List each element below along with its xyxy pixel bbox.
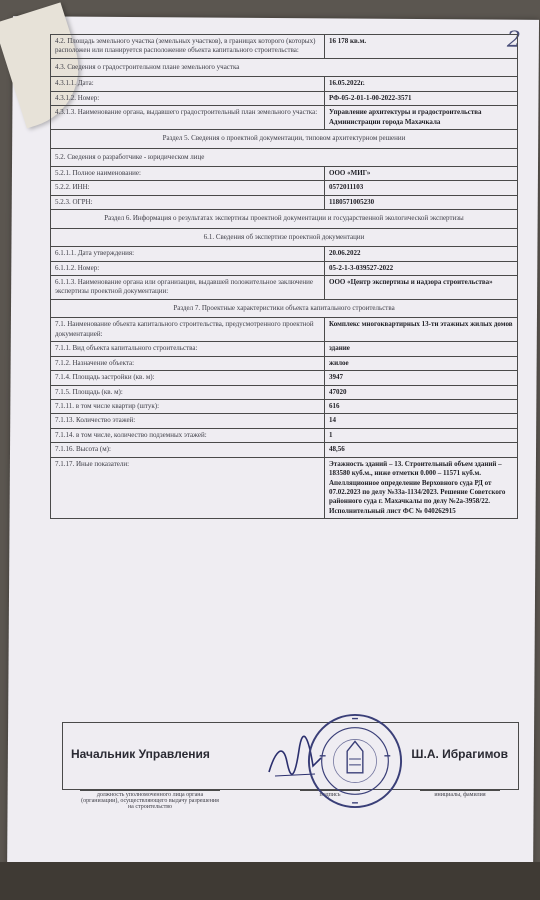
signature-caption: подпись <box>319 792 341 798</box>
table-row <box>51 457 518 519</box>
field-value: 47020 <box>325 385 518 399</box>
section-title: Раздел 7. Проектные характеристики объекта капитального строительства <box>51 299 518 317</box>
table-row <box>51 371 518 385</box>
field-value: 20.06.2022 <box>325 247 518 261</box>
table-row <box>51 342 518 356</box>
heading-row <box>51 148 518 166</box>
field-value: Комплекс многоквартирных 13-ти этажных жилых домов <box>325 318 518 342</box>
field-value: 05-2-1-3-039527-2022 <box>325 261 518 275</box>
table-row <box>51 91 518 105</box>
field-label: 7.1.2. Назначение объекта: <box>51 356 325 370</box>
field-label: 4.3.1.2. Номер: <box>51 91 325 105</box>
table-row <box>51 195 518 209</box>
table-row <box>51 385 518 399</box>
heading-row <box>51 58 518 76</box>
section-row <box>51 228 518 246</box>
table-row <box>51 106 518 130</box>
field-label: 6.1.1.1. Дата утверждения: <box>51 247 325 261</box>
section-title: Раздел 5. Сведения о проектной документации, типовом архитектурном решении <box>51 130 518 148</box>
field-label: 4.2. Площадь земельного участка (земельных участков), в границах которого (которых) расположен или планируется расположение объекта капитального строительства: <box>51 35 325 59</box>
field-label: 7.1.1. Вид объекта капитального строительства: <box>51 342 325 356</box>
name-caption: инициалы, фамилия <box>434 792 486 798</box>
position-line <box>80 790 220 791</box>
field-label: 7.1.4. Площадь застройки (кв. м): <box>51 371 325 385</box>
section-title: Раздел 6. Информация о результатах экспертизы проектной документации и государственной экологической экспертизы <box>51 210 518 228</box>
table-row <box>51 77 518 91</box>
subsection-title: 5.2. Сведения о разработчике - юридическом лице <box>51 148 518 166</box>
field-label: 6.1.1.2. Номер: <box>51 261 325 275</box>
table-row <box>51 414 518 428</box>
table-row <box>51 399 518 413</box>
table-row <box>51 356 518 370</box>
subsection-title: 4.3. Сведения о градостроительном плане земельного участка <box>51 58 518 76</box>
position-caption: должность уполномоченного лица органа (организации), осуществляющего выдачу разрешения на строительство <box>81 792 219 810</box>
field-label: 4.3.1.3. Наименование органа, выдавшего градостроительный план земельного участка: <box>51 106 325 130</box>
field-value: Этажность зданий – 13. Строительный объем зданий – 183580 куб.м., ниже отметки 0.000 – 11571 куб.м. Апелляционное определение Верховного суда РД от 07.02.2023 по делу №33а-1134/2023. Решение Советского районного суда г. Махачкалы по делу №2а-3958/22. Исполнительный лист ФС № 040262915 <box>325 457 518 519</box>
field-value: 16.05.2022г. <box>325 77 518 91</box>
field-value: 616 <box>325 399 518 413</box>
signatory-position: Начальник Управления <box>71 747 210 761</box>
field-label: 7.1.11. в том числе квартир (штук): <box>51 399 325 413</box>
field-value: РФ-05-2-01-1-00-2022-3571 <box>325 91 518 105</box>
background-desk <box>0 862 540 900</box>
field-value: ООО «Центр экспертизы и надзора строительства» <box>325 276 518 300</box>
table-row <box>51 166 518 180</box>
section-title: 6.1. Сведения об экспертизе проектной документации <box>51 228 518 246</box>
field-label: 4.3.1.1. Дата: <box>51 77 325 91</box>
field-value: Управление архитектуры и градостроительства Администрации города Махачкала <box>325 106 518 130</box>
field-label: 6.1.1.3. Наименование органа или организации, выдавшей положительное заключение экспертизы проектной документации: <box>51 276 325 300</box>
name-line <box>420 790 500 791</box>
field-label: 7.1.16. Высота (м): <box>51 443 325 457</box>
section-row <box>51 299 518 317</box>
section-row <box>51 210 518 228</box>
field-value: 1 <box>325 428 518 442</box>
table-row <box>51 247 518 261</box>
table-row <box>51 181 518 195</box>
permit-table <box>50 34 518 519</box>
field-label: 5.2.2. ИНН: <box>51 181 325 195</box>
table-row <box>51 443 518 457</box>
field-value: 48,56 <box>325 443 518 457</box>
table-row <box>51 261 518 275</box>
table-row <box>51 276 518 300</box>
field-value: 14 <box>325 414 518 428</box>
table-row <box>51 35 518 59</box>
field-label: 7.1.17. Иные показатели: <box>51 457 325 519</box>
field-label: 7.1.5. Площадь (кв. м): <box>51 385 325 399</box>
table-row <box>51 428 518 442</box>
field-label: 7.1. Наименование объекта капитального строительства, предусмотренного проектной документацией: <box>51 318 325 342</box>
handwritten-page-number: 2 <box>506 27 521 53</box>
field-label: 5.2.1. Полное наименование: <box>51 166 325 180</box>
official-seal <box>306 712 404 810</box>
field-value: 16 178 кв.м. <box>325 35 518 59</box>
field-value: жилое <box>325 356 518 370</box>
field-value: здание <box>325 342 518 356</box>
field-value: ООО «МИГ» <box>325 166 518 180</box>
signatory-name: Ш.А. Ибрагимов <box>411 747 508 761</box>
section-row <box>51 130 518 148</box>
field-value: 3947 <box>325 371 518 385</box>
field-label: 7.1.13. Количество этажей: <box>51 414 325 428</box>
field-value: 1180571005230 <box>325 195 518 209</box>
field-label: 5.2.3. ОГРН: <box>51 195 325 209</box>
field-label: 7.1.14. в том числе, количество подземных этажей: <box>51 428 325 442</box>
table-row <box>51 318 518 342</box>
field-value: 0572011103 <box>325 181 518 195</box>
